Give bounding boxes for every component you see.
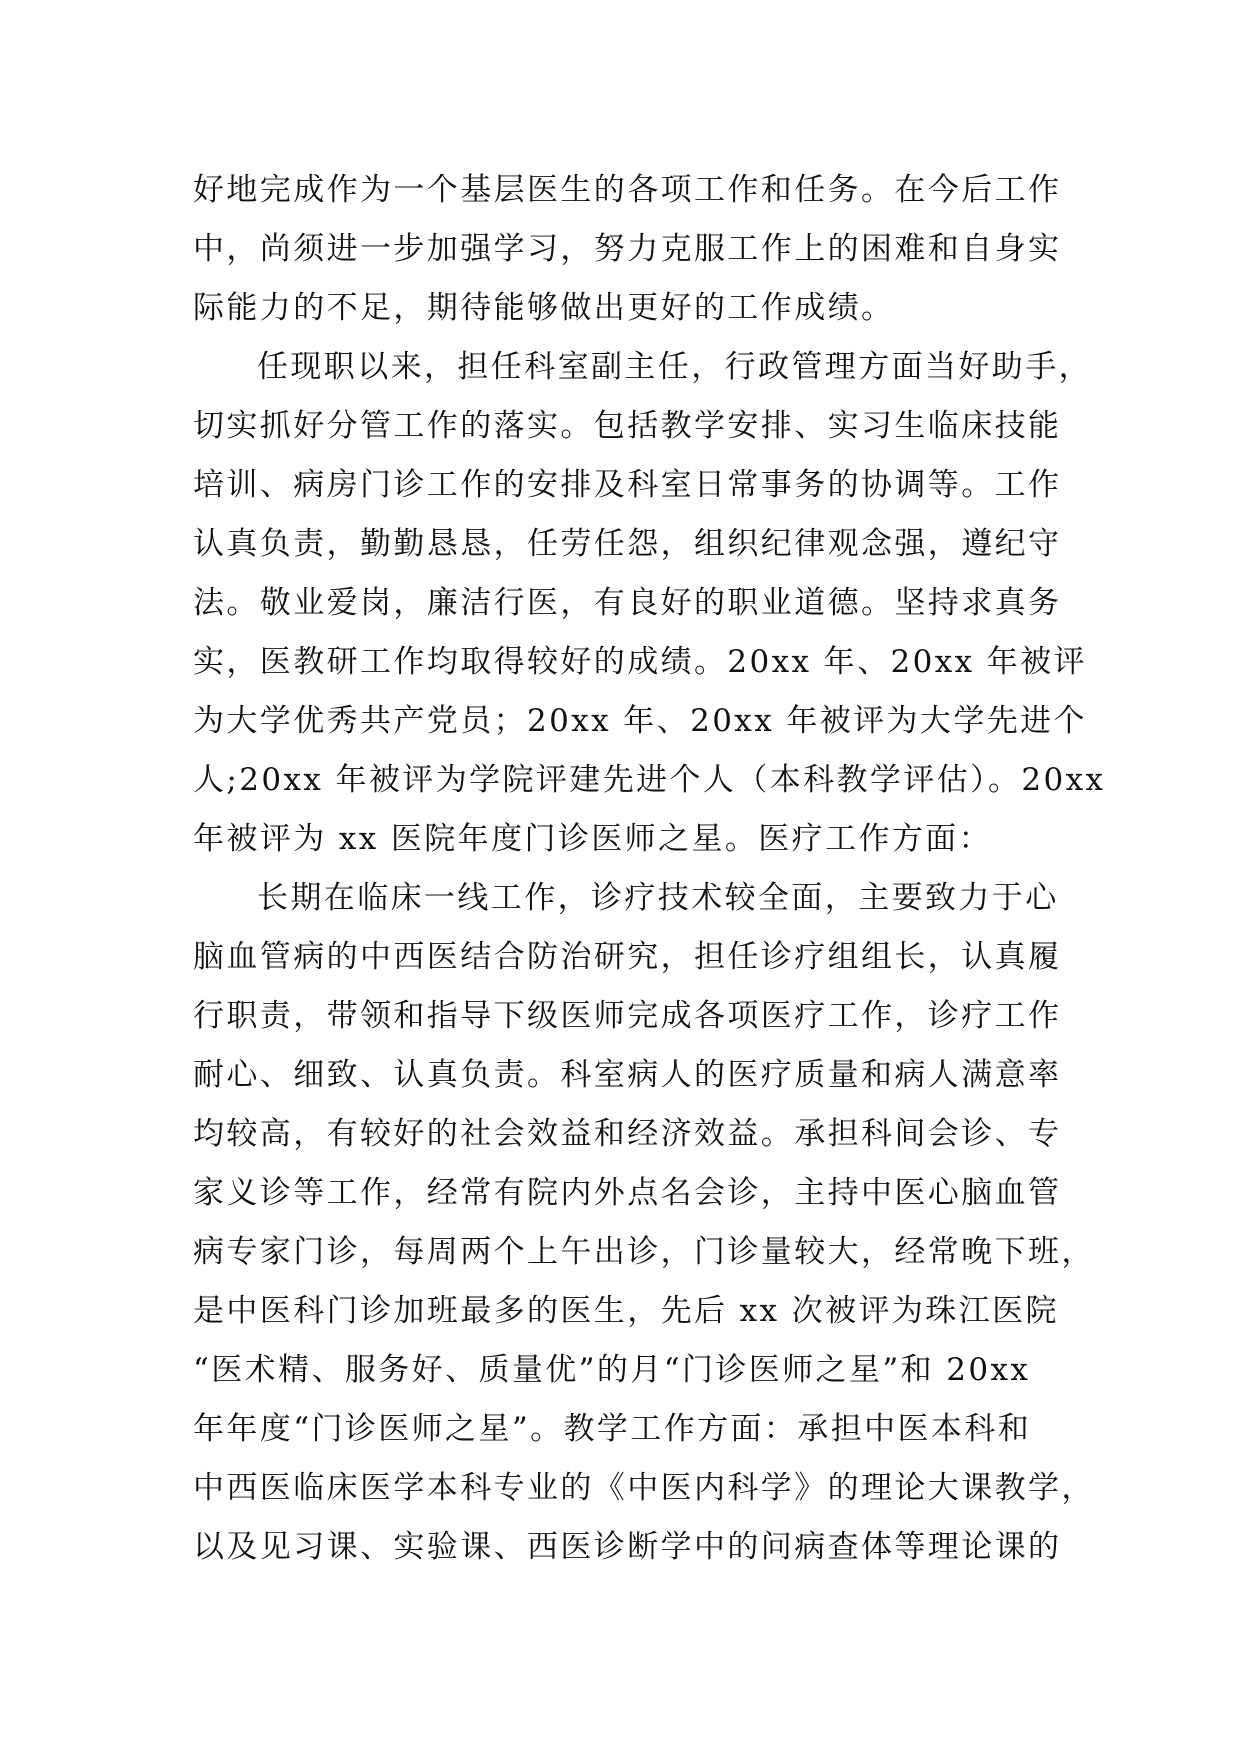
paragraph-3-line-10: 年年度“门诊医师之星”。教学工作方面：承担中医本科和 bbox=[193, 1411, 1032, 1447]
paragraph-3-line-12: 以及见习课、实验课、西医诊断学中的问病查体等理论课的 bbox=[193, 1529, 1062, 1565]
paragraph-1-line-2: 中，尚须进一步加强学习，努力克服工作上的困难和自身实 bbox=[193, 231, 1062, 267]
paragraph-2-line-2: 切实抓好分管工作的落实。包括教学安排、实习生临床技能 bbox=[193, 408, 1062, 444]
document-body bbox=[193, 161, 1106, 1577]
paragraph-3-line-8: 是中医科门诊加班最多的医生，先后 xx 次被评为珠江医院 bbox=[193, 1293, 1059, 1329]
paragraph-2-line-5: 法。敬业爱岗，廉洁行医，有良好的职业道德。坚持求真务 bbox=[193, 585, 1062, 621]
paragraph-2-line-9: 年被评为 xx 医院年度门诊医师之星。医疗工作方面： bbox=[193, 821, 993, 857]
paragraph-3-line-11: 中西医临床医学本科专业的《中医内科学》的理论大课教学， bbox=[193, 1470, 1095, 1506]
paragraph-2-line-3: 培训、病房门诊工作的安排及科室日常事务的协调等。工作 bbox=[193, 467, 1062, 503]
paragraph-2-line-4: 认真负责，勤勤恳恳，任劳任怨，组织纪律观念强，遵纪守 bbox=[193, 526, 1062, 562]
paragraph-3-line-2: 脑血管病的中西医结合防治研究，担任诊疗组组长，认真履 bbox=[193, 939, 1062, 975]
paragraph-2-line-7: 为大学优秀共产党员；20xx 年、20xx 年被评为大学先进个 bbox=[193, 703, 1087, 739]
paragraph-2-line-6: 实，医教研工作均取得较好的成绩。20xx 年、20xx 年被评 bbox=[193, 644, 1087, 680]
paragraph-3-line-5: 均较高，有较好的社会效益和经济效益。承担科间会诊、专 bbox=[193, 1116, 1062, 1152]
paragraph-3-line-9: “医术精、服务好、质量优”的月“门诊医师之星”和 20xx bbox=[193, 1352, 1031, 1388]
paragraph-2-line-1: 任现职以来，担任科室副主任，行政管理方面当好助手， bbox=[257, 349, 1092, 385]
paragraph-1-line-1: 好地完成作为一个基层医生的各项工作和任务。在今后工作 bbox=[193, 172, 1062, 208]
paragraph-3-line-3: 行职责，带领和指导下级医师完成各项医疗工作，诊疗工作 bbox=[193, 998, 1062, 1034]
paragraph-3-line-6: 家义诊等工作，经常有院内外点名会诊，主持中医心脑血管 bbox=[193, 1175, 1062, 1211]
paragraph-2-line-8: 人;20xx 年被评为学院评建先进个人（本科教学评估）。20xx bbox=[193, 762, 1106, 798]
paragraph-3-line-4: 耐心、细致、认真负责。科室病人的医疗质量和病人满意率 bbox=[193, 1057, 1062, 1093]
paragraph-1-line-3: 际能力的不足，期待能够做出更好的工作成绩。 bbox=[193, 290, 895, 326]
paragraph-3-line-7: 病专家门诊，每周两个上午出诊，门诊量较大，经常晚下班， bbox=[193, 1234, 1095, 1270]
paragraph-3-line-1: 长期在临床一线工作，诊疗技术较全面，主要致力于心 bbox=[257, 880, 1059, 916]
